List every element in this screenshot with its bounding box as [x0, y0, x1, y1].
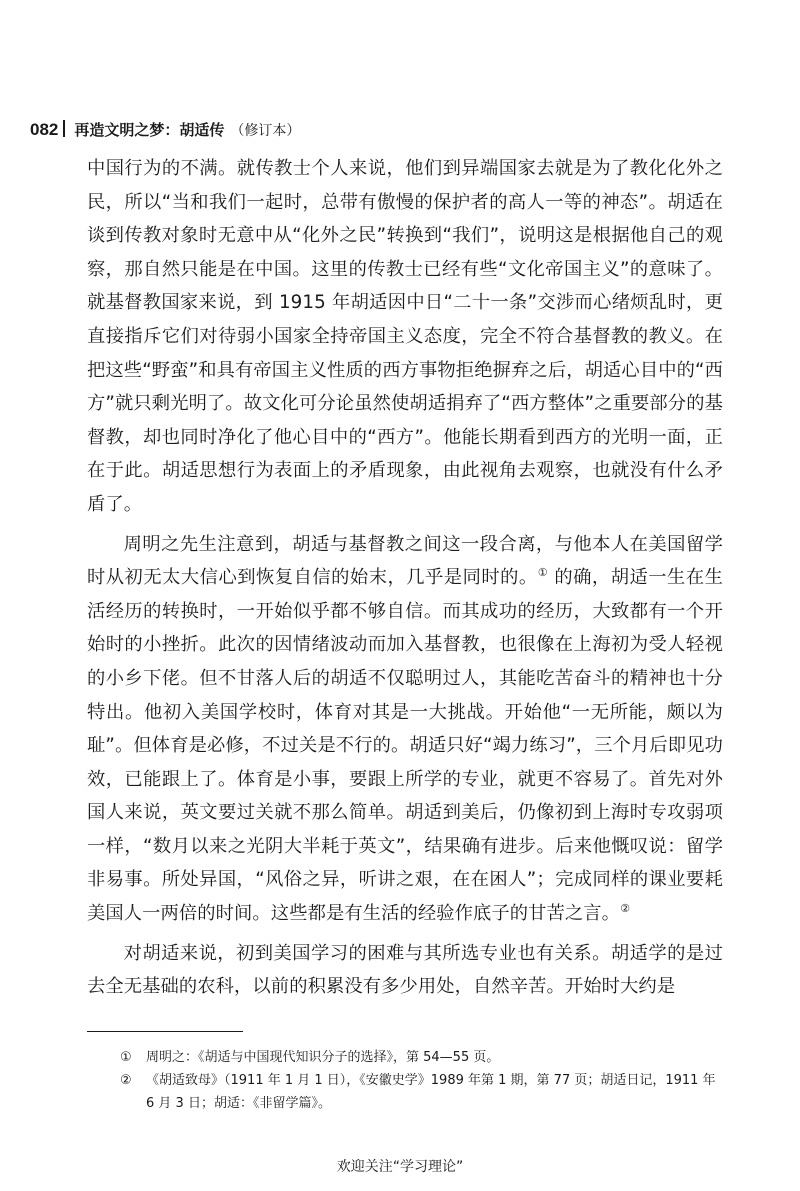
- footnote-2: [120, 1069, 720, 1115]
- footnote-ref-1[interactable]: ①: [537, 566, 549, 580]
- bottom-banner: 欢迎关注“学习理论”: [336, 1159, 464, 1175]
- paragraph-3: 对胡适来说，初到美国学习的困难与其所选专业也有关系。胡适学的是过去全无基础的农科，以前的积累没有多少用处，自然辛苦。开始时大约是: [87, 942, 723, 998]
- book-subtitle: （修订本）: [230, 123, 301, 139]
- footnote-text-1: 周明之：《胡适与中国现代知识分子的选择》，第 54—55 页。: [146, 1050, 500, 1065]
- header-divider: [63, 120, 65, 137]
- running-head: [30, 118, 300, 141]
- paragraph-2-part-b: 的确，胡适一生在生活经历的转换时，一开始似乎都不够自信。而其成功的经历，大致都有一个开始时的小挫折。此次的因情绪波动而加入基督教，也很像在上海初为受人轻视的小乡下佬。但不甘落人后的胡适不仅聪明过人，其能吃苦奋斗的精神也十分特出。他初入美国学校时，体育对其是一大挑战。开始他“一无所能，颇以为耻”。但体育是必修，不过关是不行的。胡适只好“竭力练习”，三个月后即见功效，已能跟上了。体育是小事，要跟上所学的专业，就更不容易了。首先对外国人来说，英文要过关就不那么简单。胡适到美后，仍像初到上海时专攻弱项一样，“数月以来之光阴大半耗于英文”，结果确有进步。后来他慨叹说：留学非易事。所处异国，“风俗之异，听讲之艰，在在困人”；完成同样的课业要耗美国人一两倍的时间。这些都是有生活的经验作底子的甘苦之言。: [87, 567, 723, 925]
- paragraph-2-part-a: 周明之先生注意到，胡适与基督教之间这一段合离，与他本人在美国留学时从初无太大信心到恢复自信的始末，几乎是同时的。: [87, 533, 723, 589]
- footnotes: [120, 1046, 720, 1115]
- footnote-text-2: 《胡适致母》（1911 年 1 月 1 日），《安徽史学》1989 年第 1 期，第 77 页；胡适日记，1911 年 6 月 3 日；胡适：《非留学篇》。: [146, 1073, 716, 1111]
- footnote-divider: [87, 1031, 243, 1032]
- body-text: [87, 152, 723, 1004]
- footnote-mark-2: ②: [120, 1073, 132, 1088]
- footnote-mark-1: ①: [120, 1050, 132, 1065]
- footnote-ref-2[interactable]: ②: [620, 901, 631, 915]
- footnote-1: [120, 1046, 720, 1069]
- paragraph-1: 中国行为的不满。就传教士个人来说，他们到异端国家去就是为了教化化外之民，所以“当和我们一起时，总带有傲慢的保护者的高人一等的神态”。胡适在谈到传教对象时无意中从“化外之民”转换到“我们”，说明这是根据他自己的观察，那自然只能是在中国。这里的传教士已经有些“文化帝国主义”的意味了。就基督教国家来说，到 1915 年胡适因中日“二十一条”交涉而心绪烦乱时，更直接指斥它们对待弱小国家全持帝国主义态度，完全不符合基督教的教义。在把这些“野蛮”和具有帝国主义性质的西方事物拒绝摒弃之后，胡适心目中的“西方”就只剩光明了。故文化可分论虽然使胡适捐弃了“西方整体”之重要部分的基督教，却也同时净化了他心目中的“西方”。他能长期看到西方的光明一面，正在于此。胡适思想行为表面上的矛盾现象，由此视角去观察，也就没有什么矛盾了。: [87, 158, 723, 515]
- page-number: 082: [30, 120, 59, 139]
- paragraph-2: [87, 528, 723, 931]
- book-title: 再造文明之梦：胡适传: [74, 121, 225, 139]
